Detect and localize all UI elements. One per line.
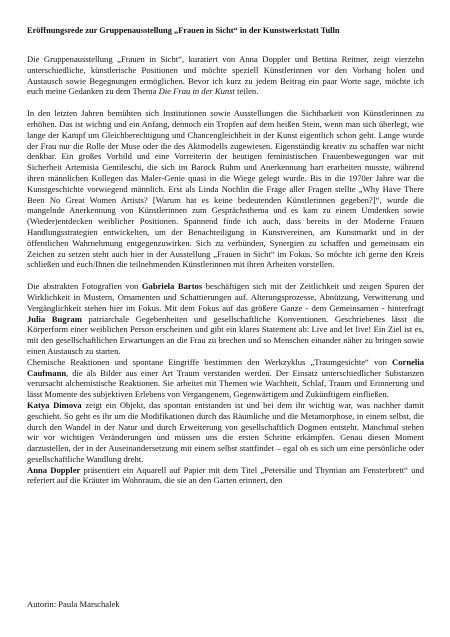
- history-paragraph: In den letzten Jahren bemühten sich Institutionen sowie Ausstellungen die Sichtbarkeit von Künstlerinnen zu erhöhen. Das ist wichtig und ein Anfang, dennoch ein Tropfen auf dem heißen Stein, wenn man sich überlegt, wie lange der Kampf um Gleichberechtigung und Chancengleichheit in der Kunst eigentlich schon geht. Lange wurde der Frau nur die Rolle der Muse oder die des Aktmodells zugewiesen. Eigenständig kreativ zu schaffen war nicht denkbar. Ein großes Vorbild und eine Vorreiterin der heutigen feministischen Frauenbewegungen war mit Sicherheit Artemisia Gentileschi, die sich im Barock Ruhm und Anerkennung hart erarbeiten musste, während ihren männlichen Kollegen das Maler-Genie quasi in die Wiege gelegt wurde. Bis in die 1970er Jahre war die Kunstgeschichte vorwiegend männlich. Erst als Linda Nochlin die Frage aller Fragen stellte „Why Have There Been No Great Women Artists? [Warum hat es keine bedeutenden Künstlerinnen gegeben?]“, wurde die mangelnde Anerkennung von Künstlerinnen zum Gesprächsthema und es kam zu einem Umdenken sowie (Wieder)entdecken weiblicher Positionen. Spannend finde ich auch, dass bereits in der Moderne Frauen Handlungsstrategien entwickelten, um der Benachteiligung in Kunstvereinen, am Kunstmarkt und in der öffentlichen Wahrnehmung entgegenzuwirken. Sich zu verbünden, Synergien zu schaffen und gemeinsam ein Zeichen zu setzen steht auch hier in der Ausstellung „Frauen in Sicht“ im Fokus. So möchte ich gerne den Kreis schließen und euch/Ihnen die teilnehmenden Künstlerinnen mit ihren Arbeiten vorstellen.: [27, 108, 424, 270]
- artists-text-7: präsentiert ein Aquarell auf Papier mit dem Titel „Petersilie und Thymian am Fensterbrett“ und referiert auf die Kräuter im Wohnraum, die sie an den Garten erinnert, den: [27, 464, 424, 486]
- artists-text-3: patriarchale Gegebenheiten und gesellschaftliche Konventionen. Geschriebenes lässt die Körperform einer weiblichen Person erscheinen und gibt ein klares Statement ab: Live and let live! Ein Ziel ist es, mit den gesellschaftlichen Erwartungen an die Frau zu brechen und so Menschen einander näher zu bringen sowie einen Austausch zu starten.: [27, 313, 424, 356]
- artists-text-4: Chemische Reaktionen und spontane Eingriffe bestimmen den Werkzyklus „Traumgesichte“ von: [27, 356, 393, 367]
- intro-paragraph: [27, 54, 424, 97]
- artist-name-caufmann: Cornelia Caufmann: [27, 356, 424, 378]
- artist-name-bugram: Julia Bugram: [27, 313, 82, 324]
- artist-name-bartos: Gabriela Bartos: [141, 281, 203, 292]
- intro-end: teilen.: [234, 86, 259, 97]
- artists-text-6: zeigt ein Objekt, das spontan entstanden ist und bei dem ihr wichtig war, was nachher damit geschieht. So geht es ihr um die Modifikationen durch das Räumliche und die Metamorphose, in einem selbst, die durch den Wandel in der Natur und durch Erweiterung von gesellschaftlich Dogmen entsteht. Manchmal stehen wir vor wichtigen Veränderungen und müssen uns die ersten Schritte erkämpfen. Genau diesen Moment darzustellen, der in der Auseinandersetzung mit einem selbst stattfindet – egal ob es sich um eine persönliche oder gesellschaftliche Wandlung dreht.: [27, 399, 424, 464]
- intro-italic-topic: Die Frau in der Kunst: [158, 86, 235, 97]
- artists-paragraph: [27, 281, 424, 486]
- author-line: Autorin: Paula Marschalek: [27, 599, 120, 609]
- artists-text-1: Die abstrakten Fotografien von: [27, 281, 142, 292]
- page-title: Eröffnungsrede zur Gruppenausstellung „Frauen in Sicht“ in der Kunstwerkstatt Tulln: [27, 26, 340, 35]
- artist-name-dimova: Katya Dimova: [27, 399, 82, 410]
- intro-text: Die Gruppenausstellung „Frauen in Sicht“, kuratiert von Anna Doppler und Bettina Reitner, zeigt vierzehn unterschiedliche, künstlerische Positionen und möchte speziell Künstlerinnen vor den Vorhang holen und Austausch sowie Begegnungen ermöglichen. Bevor ich kurz zu jedem Beitrag ein paar Worte sage, möchte ich euch meine Gedanken zu dem Thema: [27, 54, 424, 97]
- artist-name-doppler: Anna Doppler: [27, 464, 81, 475]
- artists-text-5: , die als Bilder aus einer Art Traum verstanden werden. Der Einsatz unterschiedlicher Substanzen verursacht alchemistische Reaktionen. Sie arbeitet mit Themen wie Wachheit, Schlaf, Traum und Erinnerung und lässt Momente des subjektiven Erlebens von Vergangenem, Gegenwärtigem und Zukünftigem einfließen.: [27, 367, 424, 400]
- artists-text-2: beschäftigen sich mit der Zeitlichkeit und zeigen Spuren der Wirklichkeit in Mustern, Ornamenten und Schattierungen auf. Alterungsprozesse, Abnützung, Verwitterung und Vergänglichkeit stehen hier im Fokus. Mit dem Fokus auf das größere Ganze - dem Gemeinsamen - hinterfragt: [27, 281, 424, 313]
